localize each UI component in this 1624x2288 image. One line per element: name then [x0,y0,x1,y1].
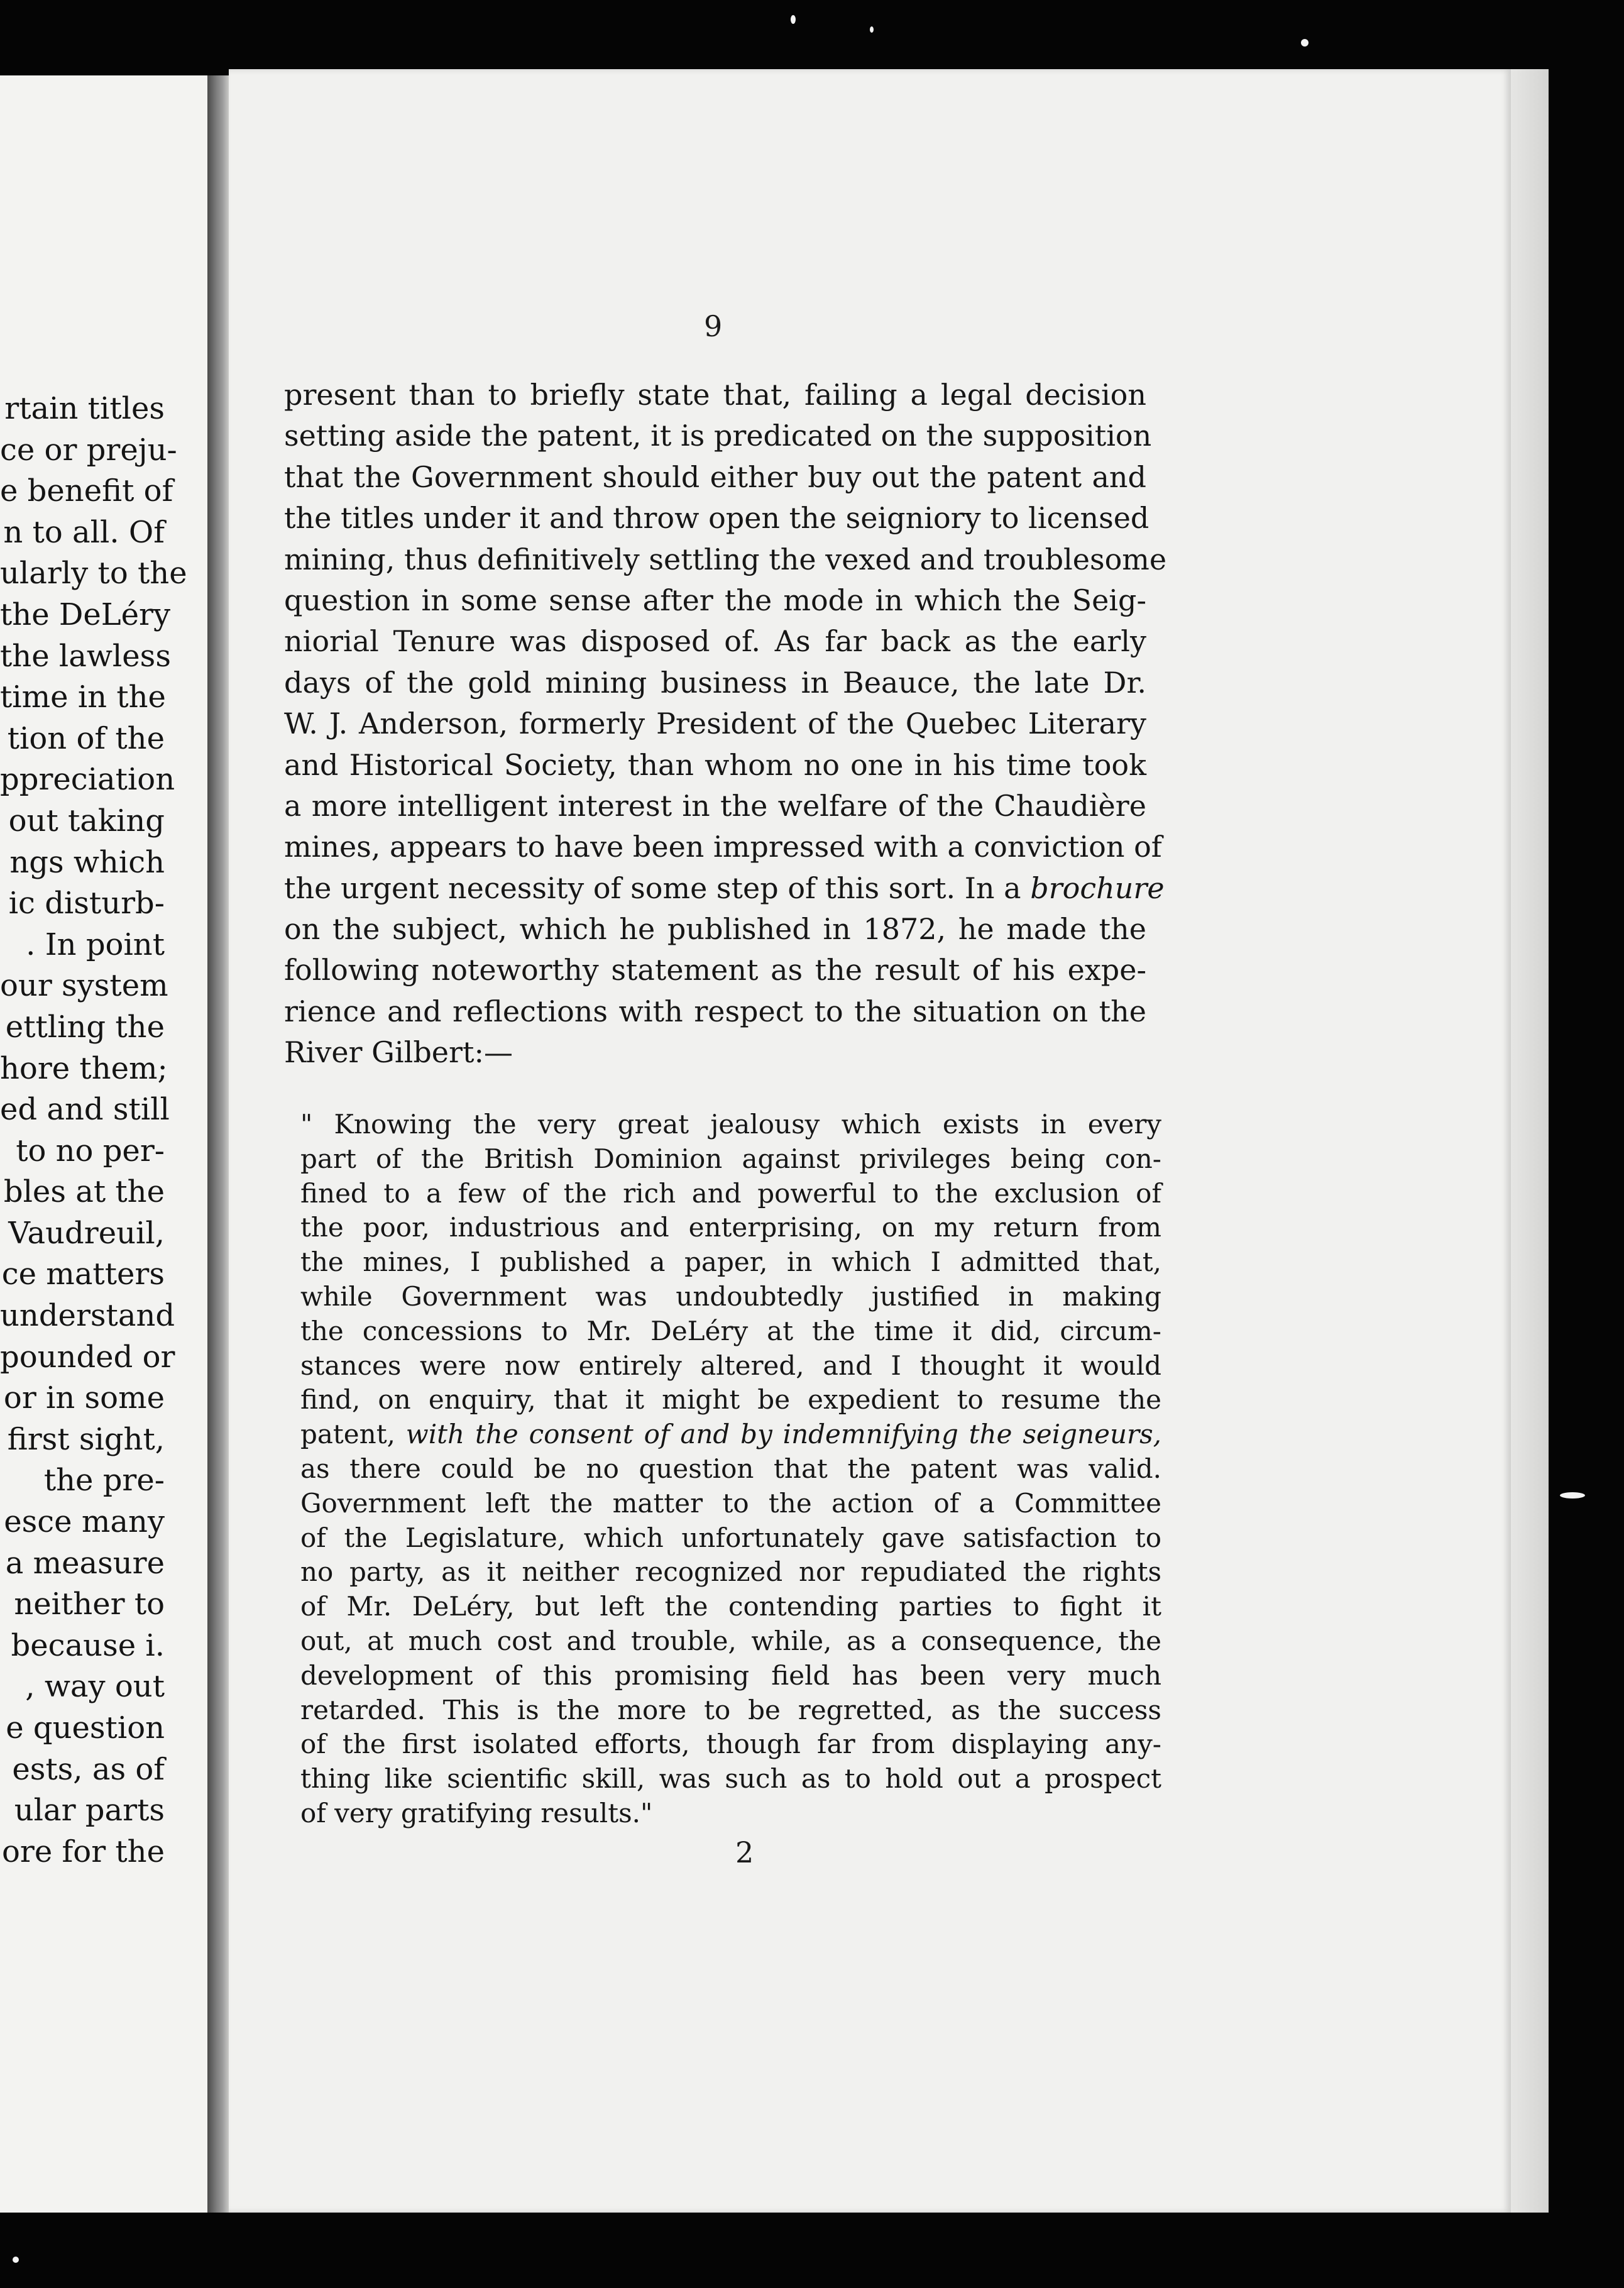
left-line: ngs which [9,844,165,880]
body-line: question in some sense after the mode in which the Seig- [284,583,1146,617]
left-line: our system [0,968,168,1004]
page-edge [1511,69,1549,2213]
left-line: ppreciation [0,762,175,798]
body-line: niorial Tenure was disposed of. As far back as the early [284,624,1146,659]
body-line: the titles under it and throw open the seigniory to licensed [284,501,1149,536]
brochure-italic: brochure [1030,871,1165,905]
quote-line: stances were now entirely altered, and I thought it would [300,1350,1161,1381]
book-gutter [207,75,229,2213]
quote-line: of Mr. DeLéry, but left the contending parties to fight it [300,1591,1161,1622]
body-line-text: the urgent necessity of some step of this sort. In a [284,871,1031,905]
left-line: the DeLéry [0,597,171,632]
left-line: n to all. Of [3,514,165,550]
quote-line: the concessions to Mr. DeLéry at the time it did, circum- [300,1315,1161,1346]
quote-italic: with the consent of and by indemnifying the seigneurs, [405,1419,1161,1450]
left-line: neither to [14,1587,165,1622]
left-line: first sight, [7,1421,165,1457]
quote-line: Government left the matter to the action of a Committee [300,1487,1161,1519]
left-line: esce many [4,1504,165,1540]
quote-line: as there could be no question that the patent was valid. [300,1453,1161,1484]
body-line: following noteworthy statement as the result of his expe- [284,953,1146,987]
left-line: because i. [11,1627,165,1663]
signature-mark: 2 [735,1835,754,1869]
body-line: W. J. Anderson, formerly President of the Quebec Literary [284,707,1146,741]
body-line: rience and reflections with respect to the situation on the [284,994,1146,1028]
left-line: ests, as of [12,1751,165,1787]
body-line: that the Government should either buy out the patent and [284,459,1146,494]
left-line: or in some [3,1380,165,1416]
quote-line [300,1417,1161,1452]
left-line: ettling the [5,1009,165,1045]
left-line: to no per- [16,1133,165,1169]
left-line: pounded or [0,1339,175,1375]
quote-line: part of the British Dominion against privileges being con- [300,1143,1161,1174]
left-line: ed and still [0,1092,170,1128]
dust-speck [1301,39,1309,47]
left-line: Vaudreuil, [8,1215,165,1251]
body-line: setting aside the patent, it is predicated on the supposition [284,419,1152,453]
left-page-text [0,388,187,1873]
block-quote [300,1108,1161,1831]
left-line: the lawless [0,638,171,674]
dust-speck [870,26,874,33]
left-line: e benefit of [0,473,173,509]
body-line: mining, thus definitively settling the vexed and troublesome [284,542,1167,576]
dust-speck [791,15,796,24]
left-line: understand [0,1298,175,1334]
quote-line: thing like scientific skill, was such as to hold out a prospect [300,1763,1161,1795]
quote-line: the poor, industrious and enterprising, on my return from [300,1212,1161,1243]
quote-line: out, at much cost and trouble, while, as a consequence, the [300,1625,1161,1656]
dust-speck [13,2257,19,2263]
left-line: the pre- [43,1463,165,1499]
quote-line: development of this promising field has been very much [300,1659,1161,1691]
left-line: e question [6,1710,165,1746]
body-line: and Historical Society, than whom no one in his time took [284,747,1146,782]
body-line: on the subject, which he published in 1872, he made the [284,912,1146,947]
left-line: . In point [26,927,165,962]
left-line: tion of the [7,720,165,756]
left-line: hore them; [0,1050,168,1086]
quote-line: retarded. This is the more to be regretted, as the success [300,1694,1161,1725]
page-number: 9 [704,309,723,343]
left-line: bles at the [3,1174,165,1210]
quote-line: the mines, I published a paper, in which I admitted that, [300,1246,1161,1278]
left-line: ce or preju- [0,432,177,468]
body-line: days of the gold mining business in Beauce, the late Dr. [284,665,1146,700]
quote-line: " Knowing the very great jealousy which exists in every [300,1109,1161,1140]
body-line: present than to briefly state that, failing a legal decision [284,378,1146,412]
left-page-fragment [0,75,214,2213]
quote-line: find, on enquiry, that it might be expedient to resume the [300,1384,1161,1416]
left-line: ore for the [2,1834,165,1869]
left-line: out taking [8,803,165,839]
left-line: ularly to the [0,556,187,591]
left-line: ular parts [14,1793,165,1829]
left-line: ce matters [1,1257,165,1292]
quote-line-text: patent, [300,1419,406,1450]
left-line: , way out [25,1669,165,1705]
quote-line: of the Legislature, which unfortunately gave satisfaction to [300,1522,1161,1553]
quote-line: fined to a few of the rich and powerful to the exclusion of [300,1177,1161,1209]
quote-line: while Government was undoubtedly justified in making [300,1280,1161,1312]
left-line: time in the [0,679,166,715]
body-paragraph [284,375,1167,1074]
body-line: a more intelligent interest in the welfare of the Chaudière [284,788,1146,823]
body-line: mines, appears to have been impressed with a conviction of [284,830,1162,864]
dust-speck [1560,1492,1585,1499]
left-line: rtain titles [4,391,165,426]
quote-line: of very gratifying results." [300,1797,653,1829]
body-line: River Gilbert:— [284,1035,513,1070]
body-line [284,868,1165,909]
left-line: a measure [5,1545,165,1581]
left-line: ic disturb- [8,886,165,921]
quote-line: no party, as it neither recognized nor repudiated the rights [300,1556,1161,1588]
quote-line: of the first isolated efforts, though far from displaying any- [300,1729,1161,1760]
